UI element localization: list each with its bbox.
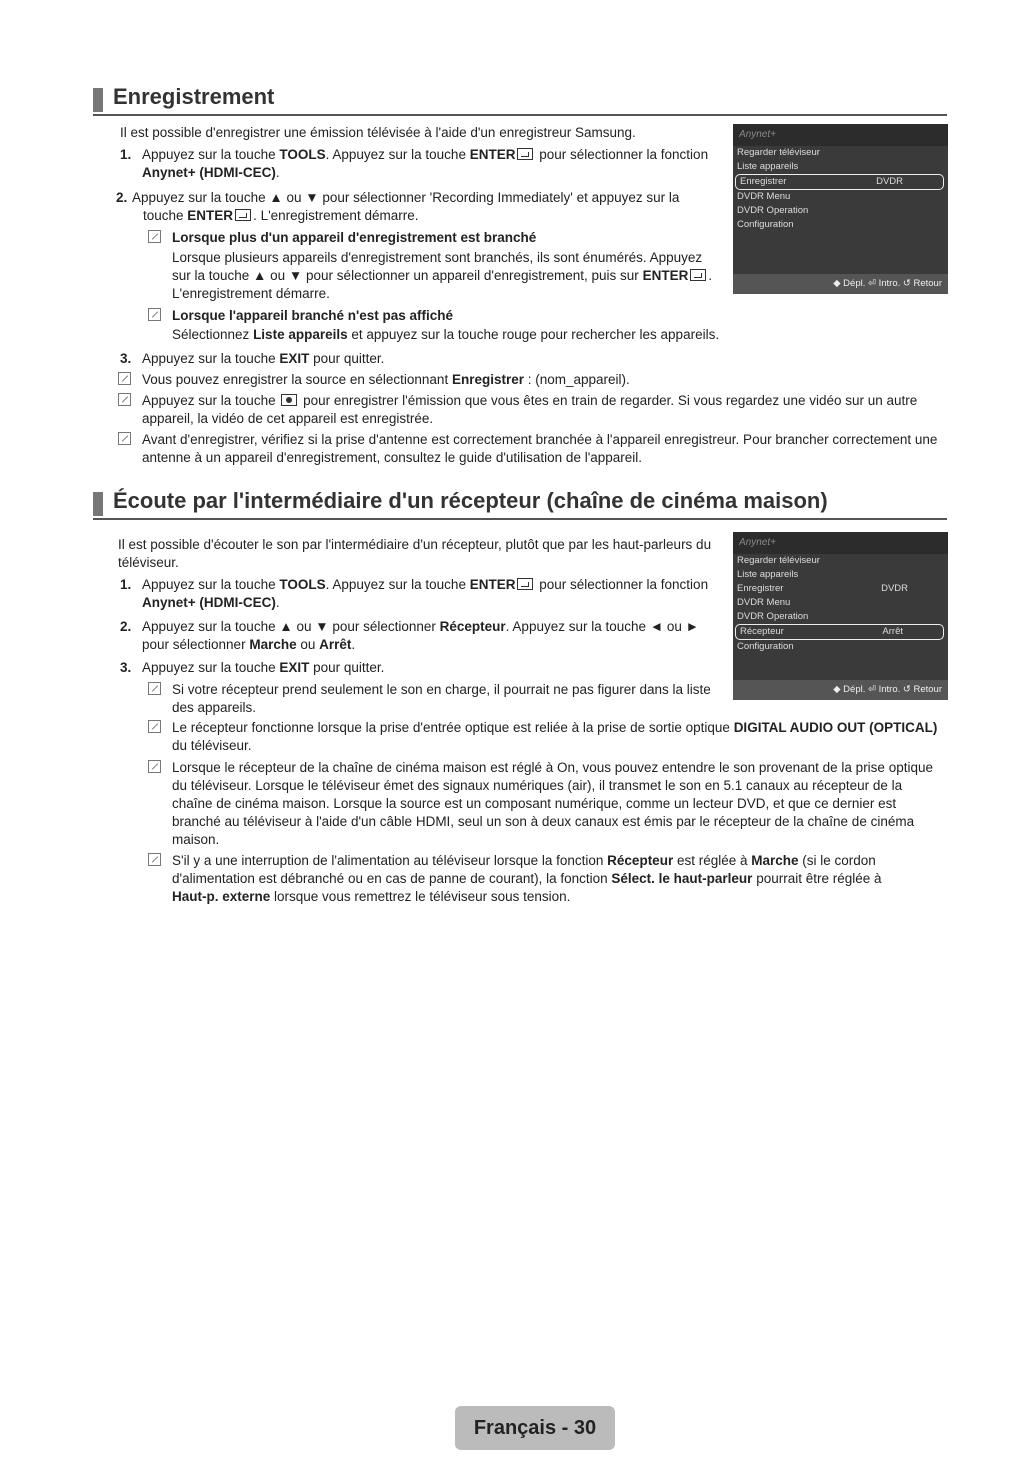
note-text: sur la touche ▲ ou ▼ pour sélectionner un appareil d'enregistrement, puis sur <box>172 268 643 283</box>
step-text: pour sélectionner <box>142 637 250 652</box>
anynet-logo: Anynet+ <box>733 124 948 146</box>
note-text: est réglée à <box>673 853 752 868</box>
menu-item[interactable]: DVDR Operation <box>737 611 809 622</box>
note-icon <box>118 432 131 445</box>
step-number: 2. <box>116 190 128 205</box>
enregistrer-label: Enregistrer <box>451 372 524 387</box>
menu-item-label: Récepteur <box>740 626 784 637</box>
step-number: 1. <box>120 577 132 592</box>
note-text: lorsque vous remettrez le téléviseur sous tension. <box>270 889 571 904</box>
menu-item[interactable]: Liste appareils <box>737 569 799 580</box>
punct: . <box>275 165 280 180</box>
step-text: Appuyez sur la touche <box>142 351 280 366</box>
note-icon <box>148 308 161 321</box>
step-text: . Appuyez sur la touche <box>325 577 470 592</box>
step-text: pour quitter. <box>309 660 385 675</box>
note-text: Lorsque le récepteur de la chaîne de cinéma maison est réglé à On, vous pouvez entendre le son provenant de la prise optique <box>172 760 933 775</box>
recepteur-label: Récepteur <box>439 619 506 634</box>
note-text: : (nom_appareil). <box>523 372 630 387</box>
enter-key: ENTER <box>469 577 516 592</box>
note-text: et appuyez sur la touche rouge pour rechercher les appareils. <box>347 327 720 342</box>
punct: . <box>275 595 280 610</box>
punct: . <box>708 268 713 283</box>
note-text: Le récepteur fonctionne lorsque la prise d'entrée optique est reliée à la prise de sortie optique <box>172 720 734 735</box>
intro-line: Il est possible d'écouter le son par l'intermédiaire d'un récepteur, plutôt que par les haut-parleurs du <box>118 537 712 552</box>
note-icon <box>148 682 161 695</box>
step-text: . L'enregistrement démarre. <box>253 208 419 223</box>
section-title: Enregistrement <box>113 84 275 109</box>
step-text: . Appuyez sur la touche <box>325 147 470 162</box>
exit-key: EXIT <box>279 660 310 675</box>
menu-item[interactable]: Regarder téléviseur <box>737 147 820 158</box>
select-speaker-label: Sélect. le haut-parleur <box>611 871 753 886</box>
menu-item-value: DVDR <box>881 583 908 594</box>
tv-menu-enregistrement <box>733 124 948 294</box>
step-text: Appuyez sur la touche <box>142 660 280 675</box>
note-text: Si votre récepteur prend seulement le son en charge, il pourrait ne pas figurer dans la liste <box>172 682 711 697</box>
note-text: L'enregistrement démarre. <box>172 286 330 301</box>
note-text: du téléviseur. <box>172 738 252 753</box>
note-text: (si le cordon <box>798 853 876 868</box>
menu-footer: ◆ Dépl. ⏎ Intro. ↺ Retour <box>733 274 948 294</box>
note-text: Vous pouvez enregistrer la source en sélectionnant <box>142 372 452 387</box>
enter-icon <box>517 148 533 160</box>
step-number: 1. <box>120 147 132 162</box>
tools-key: TOOLS <box>279 577 326 592</box>
menu-item-enregistrer[interactable] <box>733 582 948 596</box>
tv-menu-recepteur <box>733 532 948 700</box>
menu-item[interactable]: DVDR Menu <box>737 191 791 202</box>
marche-label: Marche <box>249 637 297 652</box>
menu-item[interactable]: Configuration <box>737 219 794 230</box>
note-icon <box>148 720 161 733</box>
step-text: ou <box>296 637 320 652</box>
note-text: appareil, la vidéo de cet appareil est enregistrée. <box>142 411 434 426</box>
page-number: Français - 30 <box>455 1406 615 1450</box>
note-text: Avant d'enregistrer, vérifiez si la prise d'antenne est correctement branchée à l'appareil enregistreur. Pour brancher correctement une <box>142 432 938 447</box>
note-text: Sélectionnez <box>172 327 254 342</box>
menu-item[interactable]: DVDR Operation <box>737 205 809 216</box>
menu-footer: ◆ Dépl. ⏎ Intro. ↺ Retour <box>733 680 948 700</box>
enter-key: ENTER <box>469 147 516 162</box>
menu-item-selected[interactable] <box>735 624 944 640</box>
section-title: Écoute par l'intermédiaire d'un récepteur (chaîne de cinéma maison) <box>113 488 828 513</box>
tools-key: TOOLS <box>279 147 326 162</box>
step-text: . Appuyez sur la touche ◄ ou ► <box>505 619 700 634</box>
anynet-logo: Anynet+ <box>733 532 948 554</box>
section-bar <box>93 492 103 516</box>
exit-key: EXIT <box>279 351 310 366</box>
note-text: d'alimentation est débranché ou en cas de panne de courant), la fonction <box>172 871 612 886</box>
note-text: branché au téléviseur à l'aide d'un câble HDMI, seul un son à deux canaux est émis par le récepteur de la chaîne de cinéma <box>172 814 915 829</box>
punct: . <box>351 637 356 652</box>
step-text: Appuyez sur la touche <box>142 577 280 592</box>
note-text: maison. <box>172 832 220 847</box>
note-title: Lorsque plus d'un appareil d'enregistrement est branché <box>172 230 537 245</box>
step-number: 2. <box>120 619 132 634</box>
menu-item[interactable]: DVDR Menu <box>737 597 791 608</box>
note-text: des appareils. <box>172 700 257 715</box>
menu-item-label: Enregistrer <box>737 583 784 594</box>
note-icon <box>118 372 131 385</box>
note-icon <box>148 853 161 866</box>
note-text: S'il y a une interruption de l'alimentation au téléviseur lorsque la fonction <box>172 853 608 868</box>
liste-appareils-label: Liste appareils <box>253 327 348 342</box>
step-text: Appuyez sur la touche <box>142 147 280 162</box>
note-icon <box>148 760 161 773</box>
enter-key: ENTER <box>642 268 689 283</box>
note-title: Lorsque l'appareil branché n'est pas affiché <box>172 308 454 323</box>
step-text: pour sélectionner la fonction <box>535 577 709 592</box>
menu-item[interactable]: Regarder téléviseur <box>737 555 820 566</box>
intro-text: Il est possible d'enregistrer une émission télévisée à l'aide d'un enregistreur Samsung. <box>120 125 636 140</box>
marche-label: Marche <box>751 853 799 868</box>
note-text: pourrait être réglée à <box>752 871 882 886</box>
note-text: Lorsque plusieurs appareils d'enregistrement sont branchés, ils sont énumérés. Appuyez <box>172 250 703 265</box>
anynet-label: Anynet+ (HDMI-CEC) <box>142 165 276 180</box>
note-text: Appuyez sur la touche <box>142 393 280 408</box>
enter-icon <box>690 269 706 281</box>
enter-icon <box>517 578 533 590</box>
note-icon <box>148 230 161 243</box>
note-text: antenne à un appareil d'enregistrement, consultez le guide d'utilisation de l'appareil. <box>142 450 643 465</box>
menu-item[interactable]: Liste appareils <box>737 161 799 172</box>
step-number: 3. <box>120 660 132 675</box>
haut-p-externe-label: Haut-p. externe <box>172 889 271 904</box>
arret-label: Arrêt <box>319 637 352 652</box>
section-header-recepteur <box>93 488 947 520</box>
section-bar <box>93 88 103 112</box>
step-text: pour sélectionner la fonction <box>535 147 709 162</box>
optical-label: DIGITAL AUDIO OUT (OPTICAL) <box>733 720 938 735</box>
anynet-label: Anynet+ (HDMI-CEC) <box>142 595 276 610</box>
step-text: pour quitter. <box>309 351 385 366</box>
enter-icon <box>235 209 251 221</box>
menu-item-value: DVDR <box>876 176 903 187</box>
note-text: du téléviseur. Lorsque le téléviseur émet des signaux numériques (air), il transmet le son en 5.1 canaux au récepteur de la <box>172 778 903 793</box>
menu-item-label: Enregistrer <box>740 176 787 187</box>
recepteur-label: Récepteur <box>607 853 674 868</box>
note-icon <box>118 393 131 406</box>
menu-item[interactable]: Configuration <box>737 641 794 652</box>
step-text: Appuyez sur la touche ▲ ou ▼ pour sélectionner 'Recording Immediately' et appuyez sur la <box>132 190 680 205</box>
note-text: chaîne de cinéma maison. Lorsque la source est un composant numérique, comme un lecteur DVD, et que ce dernier est <box>172 796 897 811</box>
menu-item-selected[interactable] <box>735 174 944 190</box>
note-text: pour enregistrer l'émission que vous êtes en train de regarder. Si vous regardez une vidéo sur un autre <box>299 393 918 408</box>
enter-key: ENTER <box>187 208 234 223</box>
record-icon <box>281 394 297 406</box>
section-header-enregistrement <box>93 84 947 116</box>
step-number: 3. <box>120 351 132 366</box>
intro-line: téléviseur. <box>118 555 179 570</box>
menu-item-value: Arrêt <box>882 626 903 637</box>
step-text: touche <box>143 208 188 223</box>
step-text: Appuyez sur la touche ▲ ou ▼ pour sélectionner <box>142 619 440 634</box>
